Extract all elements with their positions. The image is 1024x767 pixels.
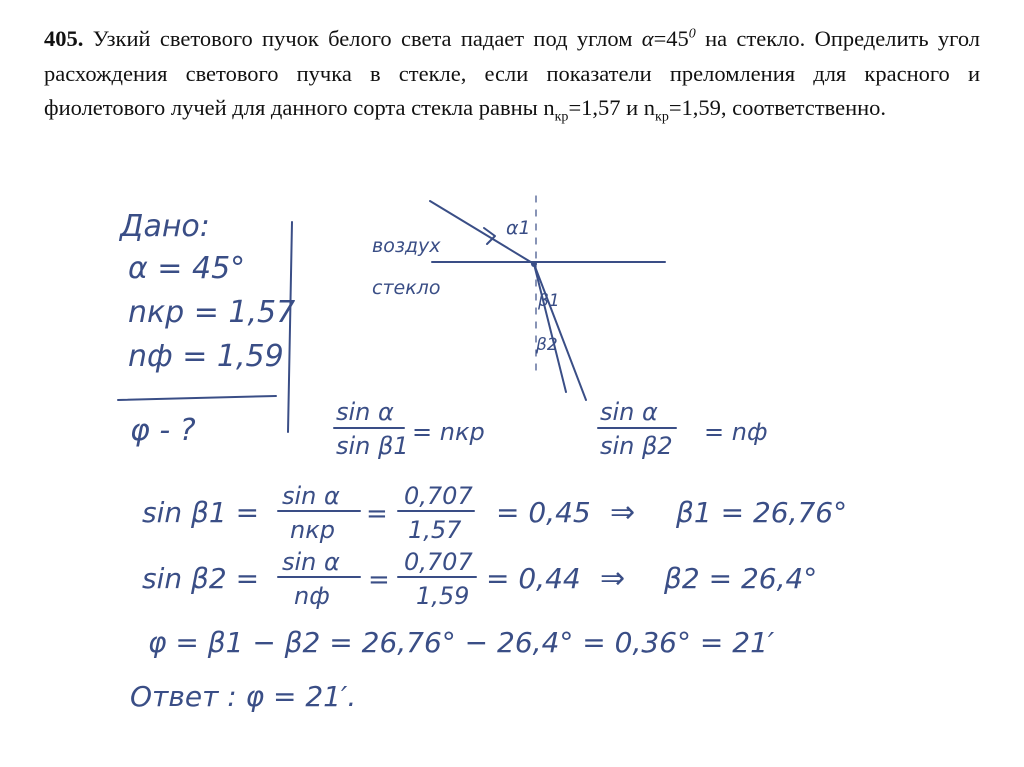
label-air: воздух [372, 235, 441, 257]
given-n-red: nкр = 1,57 [128, 295, 296, 330]
line2-result: = 0,44 [486, 562, 581, 595]
line1-eq: = [366, 499, 388, 529]
line1-arrow-icon: ⇒ [610, 495, 636, 530]
line2-eq: = [368, 565, 390, 595]
line2-frac1-den: nф [294, 582, 330, 610]
line1-frac1-den: nкр [290, 516, 335, 544]
problem-text-2: на стекло. Определить угол расхождения светового пучка в стекле, если показатели преломления для красного и фиолетового лучей для данного сорта стекла равны n [44, 26, 981, 120]
alpha-symbol: α [641, 26, 654, 51]
refracted-ray-2 [534, 264, 566, 392]
subscript-red: кр [554, 109, 569, 125]
line2-frac1-num: sin α [282, 548, 340, 576]
line1-frac1-num: sin α [282, 482, 340, 510]
refracted-ray-1 [534, 264, 586, 400]
subscript-red-2: кр [655, 109, 669, 125]
label-beta2: β2 [536, 335, 558, 355]
snell-violet-num: sin α [600, 398, 658, 426]
given-alpha: α = 45° [128, 251, 246, 286]
snell-red-num: sin α [336, 398, 394, 426]
problem-text-4: =1,59, соответственно. [668, 95, 887, 120]
line1-frac2-den: 1,57 [408, 516, 462, 544]
line2-frac2-num: 0,707 [404, 548, 473, 576]
problem-number: 405. [44, 26, 84, 51]
label-beta1: β1 [538, 291, 560, 311]
snell-violet-rhs: = nф [704, 418, 768, 446]
line2-frac2-den: 1,59 [416, 582, 470, 610]
snell-red-rhs: = nкр [412, 418, 485, 446]
answer-line: Ответ : φ = 21′. [130, 680, 357, 713]
line2-lhs: sin β2 = [142, 562, 260, 595]
given-title: Дано: [120, 209, 210, 244]
problem-text-3: =1,57 и n [568, 95, 656, 120]
incidence-point [531, 261, 537, 267]
line1-result: = 0,45 [496, 496, 591, 529]
given-n-violet: nф = 1,59 [128, 339, 284, 374]
label-alpha1: α1 [506, 217, 531, 239]
snell-red-den: sin β1 [336, 432, 409, 460]
line2-arrow-icon: ⇒ [600, 561, 626, 596]
label-glass: стекло [372, 277, 441, 299]
angle-value: =45 [653, 26, 689, 51]
line1-frac2-num: 0,707 [404, 482, 473, 510]
degree-mark: 0 [688, 26, 696, 42]
line1-beta: β1 = 26,76° [676, 496, 848, 529]
line3-phi: φ = β1 − β2 = 26,76° − 26,4° = 0,36° = 21′ [148, 626, 775, 659]
problem-text-1: Узкий светового пучок белого света падает под углом [92, 26, 642, 51]
line1-lhs: sin β1 = [142, 496, 260, 529]
find-phi: φ - ? [130, 413, 196, 448]
given-separator [118, 396, 276, 400]
snell-violet-den: sin β2 [600, 432, 673, 460]
line2-beta: β2 = 26,4° [664, 562, 818, 595]
